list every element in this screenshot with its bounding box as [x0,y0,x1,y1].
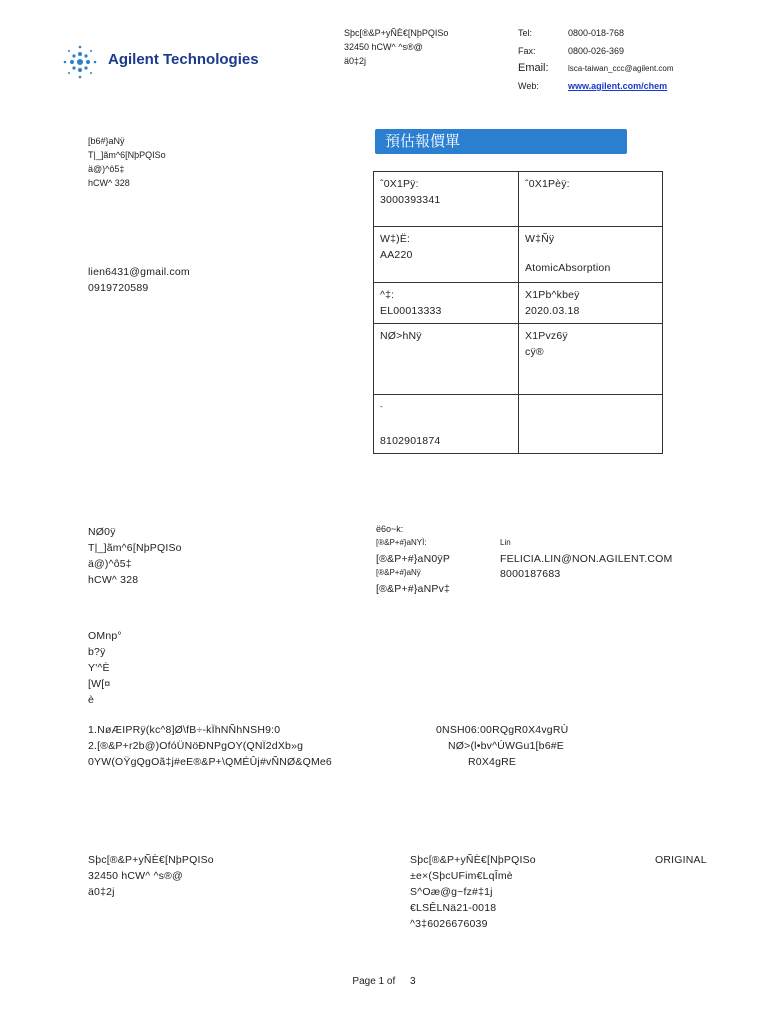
validity-cell [519,324,663,395]
product-cell [519,227,663,283]
company-address [344,26,448,68]
address-line: ä0‡2j [344,56,367,66]
cell-value: 8102901874 [380,435,441,447]
note-line: 2.[®&P+r2b@)OfóÜNöÐNPgOY(QNÏ2dXb»g [88,740,304,752]
sales-value: FELICIA.LIN@NON.AGILENT.COM [500,553,673,565]
cell-label: ˆ0X1Pÿ: [380,178,419,190]
document-title: 預估報價單 [375,129,627,154]
fax-label: Fax: [518,46,536,56]
terms-line: b?ÿ [88,646,106,658]
customer-contact [88,264,190,296]
cell-label: W‡)Ë: [380,233,411,245]
cell-label: ˆ0X1Pèÿ: [525,178,570,190]
ship-to-address [88,524,182,588]
ship-to-line: ä@)^ô5‡ [88,558,132,570]
sales-row [376,566,706,581]
sales-row [376,581,706,596]
sales-row [376,551,706,566]
quote-number-cell [374,172,519,227]
address-line: Sþc[®&P+yÑÈ€[NþPQISo [344,28,449,38]
bottom-line: 32450 hCW^ ^s®@ [88,870,183,882]
sales-label: [®&P+#}aNPv‡ [376,583,451,595]
agilent-logo [60,42,260,82]
note-line: R0X4gRE [468,756,517,768]
customer-line: [b6#}aNÿ [88,136,125,146]
cell-label: X1Pb^kbeÿ [525,289,580,301]
empty-cell [519,395,663,454]
quote-date-cell [519,283,663,324]
ship-to-line: T|_]ãm^6[NþPQISo [88,542,182,554]
page-footer [0,976,768,987]
sales-heading: ë6o~k: [376,524,404,534]
page-label: Page 1 of [352,976,396,987]
note-line: 0NSH06:00RQgR0X4vgRÙ [436,724,569,736]
sales-label: [®&P+#}aNYÌ: [376,538,427,547]
bottom-left-address [88,852,214,900]
bottom-mid-address [410,852,536,932]
bottom-line: ^3‡6026676039 [410,918,488,930]
sales-value: 8000187683 [500,568,561,580]
tel-value: 0800-018-768 [568,28,625,38]
contact-cell [374,324,519,395]
bottom-line: Sþc[®&P+yÑÈ€[NþPQISo [410,854,536,866]
web-link[interactable]: www.agilent.com/chem [568,81,668,91]
customer-address [88,134,166,190]
bottom-line: S^Oæ@g~fz#‡1j [410,886,493,898]
email-label: Email: [518,62,549,74]
quote-version-cell [519,172,663,227]
notes-right [436,722,636,770]
bottom-line: ä0‡2j [88,886,115,898]
cell-value: 3000393341 [380,194,441,206]
fax-value: 0800-026-369 [568,46,625,56]
reference-cell [374,395,519,454]
sales-label: [®&P+#}aNÿ [376,568,421,577]
terms-line: Y'^È [88,662,110,674]
spark-icon [60,42,100,82]
note-line: NØ>(l•bv^ÚWGu1[b6#E [448,740,564,752]
tel-label: Tel: [518,28,533,38]
cell-label: ^‡: [380,289,395,301]
model-cell [374,227,519,283]
bottom-line: Sþc[®&P+yÑÈ€[NþPQISo [88,854,214,866]
page-total: 3 [410,976,416,987]
address-line: 32450 hCW^ ^s®@ [344,42,423,52]
customer-id-cell [374,283,519,324]
company-name: Agilent Technologies [108,51,259,68]
bottom-line: ±e×(SþcUFim€LqÎmè [410,870,513,882]
cell-label: W‡Ñÿ [525,233,555,245]
cell-label: - [380,402,383,411]
sales-contact [376,522,706,596]
original-stamp: ORIGINAL [655,854,707,866]
customer-line: T|_]ãm^6[NþPQISo [88,150,166,160]
sales-label: [®&P+#}aN0ÿP [376,553,451,565]
customer-phone: 0919720589 [88,282,149,294]
note-line: 1.NøÆIPRÿ(kc^8]Ø\fB÷-kÏhNÑhNSH9:0 [88,724,281,736]
quote-info-table [373,171,663,454]
terms-line: OMnp° [88,630,122,642]
cell-value: cÿ® [525,346,544,358]
customer-line: hCW^ 328 [88,178,130,188]
bottom-line: €LSÊLNä21-0018 [410,902,497,914]
sales-row [376,536,706,551]
terms-line: è [88,694,95,706]
cell-value: EL00013333 [380,305,442,317]
ship-to-line: hCW^ 328 [88,574,139,586]
email-value[interactable]: lsca-taiwan_ccc@agilent.com [568,64,674,73]
sales-value: Lin [500,538,511,547]
note-line: 0YW(OŸgQgOã‡j#eE®&P+\QMÉÛj#vÑNØ&QMe6 [88,756,332,768]
cell-value: AA220 [380,249,413,261]
notes-left [88,722,332,770]
cell-value: 2020.03.18 [525,305,580,317]
contact-block [518,26,748,93]
terms-line: [W[¤ [88,678,111,690]
cell-label: NØ>hNÿ [380,330,422,342]
web-label: Web: [518,81,539,91]
terms-block [88,628,122,708]
customer-email: lien6431@gmail.com [88,266,190,278]
cell-label: X1Pvz6ÿ [525,330,568,342]
ship-to-line: NØ0ÿ [88,526,116,538]
customer-line: ä@)^ô5‡ [88,164,125,174]
cell-value: AtomicAbsorption [525,262,611,274]
